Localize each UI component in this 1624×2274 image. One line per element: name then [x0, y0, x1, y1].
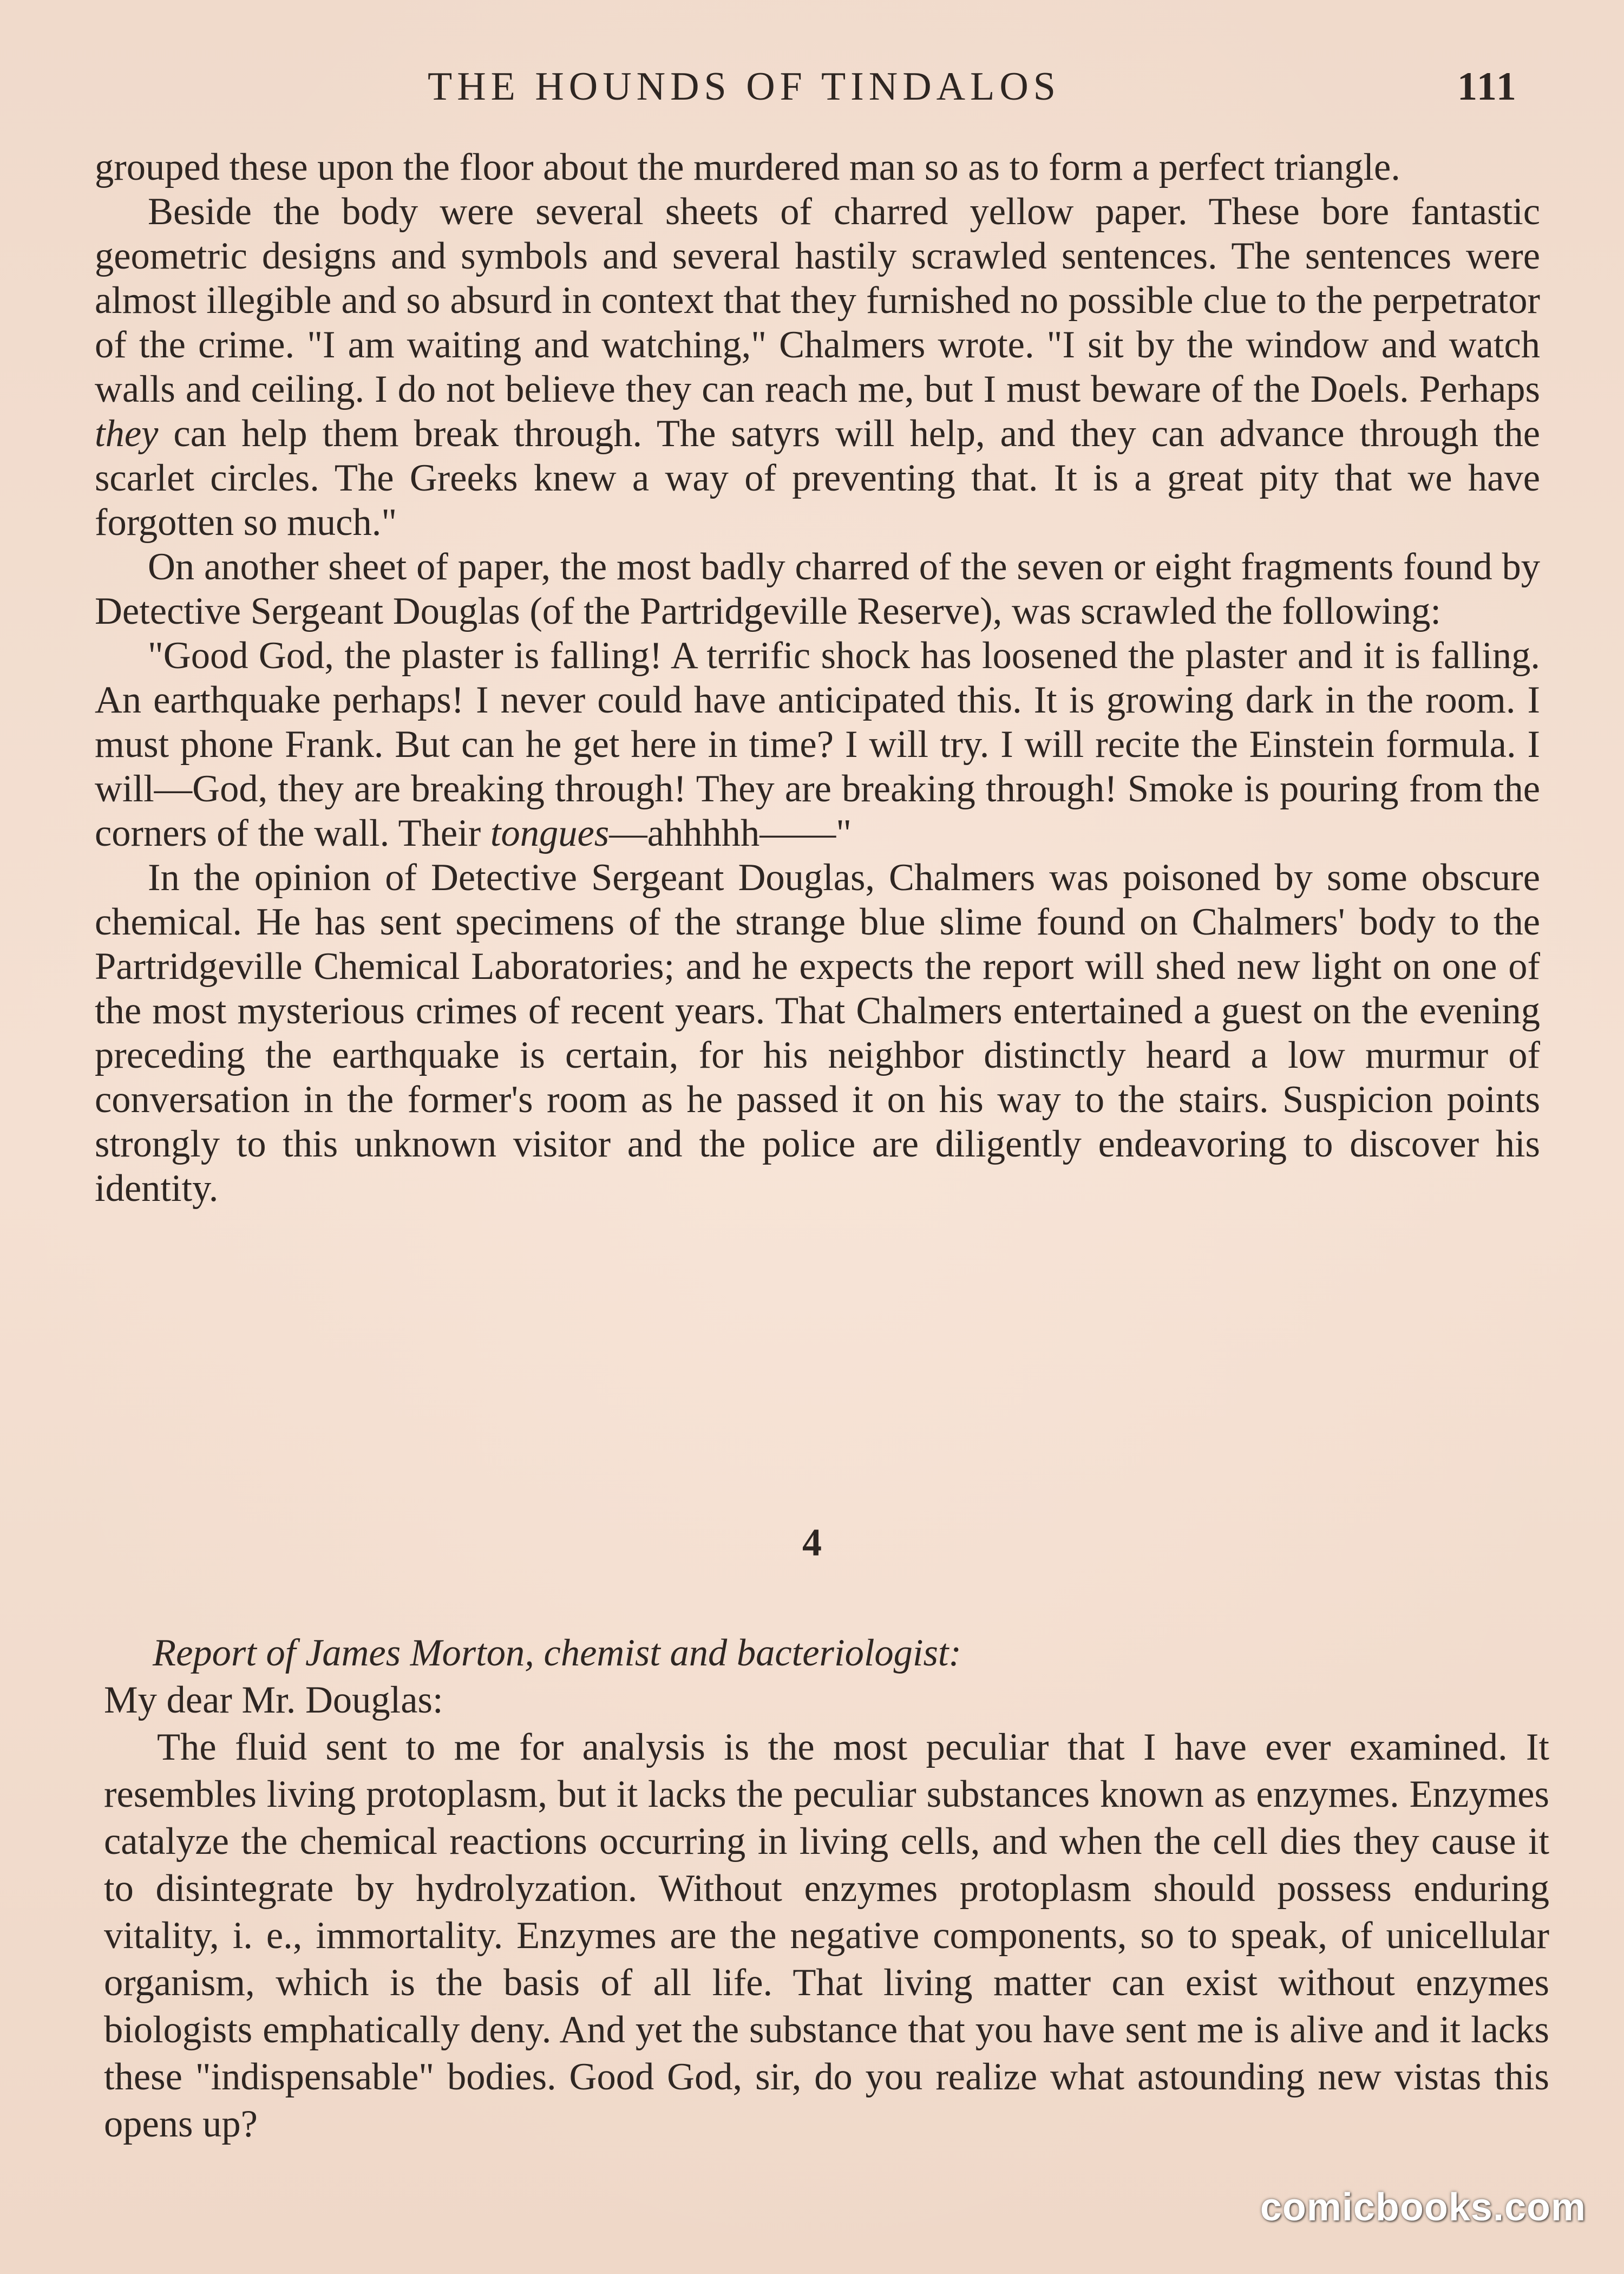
page-number: 111: [1457, 64, 1518, 109]
body-paragraph: [95, 633, 1540, 855]
text-run: "Good God, the plaster is falling! A terrific shock has loosened the plaster and it is falling. An earthquake perhaps! I never could have anticipated this. It is growing dark in the room. I must phone Frank. But can he get here in time? I will try. I will recite the Einstein formula. I will—God, they are breaking through! They are breaking through! Smoke is pouring from the corners of the wall. Their: [95, 635, 1540, 854]
body-paragraph: [95, 855, 1540, 1211]
letter-salutation: My dear Mr. Douglas:: [104, 1679, 443, 1721]
body-paragraph: [95, 545, 1540, 633]
report-heading: Report of James Morton, chemist and bacteriologist:: [153, 1632, 961, 1674]
watermark-logo: comicbooks.com: [1260, 2186, 1586, 2229]
text-run: —ahhhhh——": [609, 812, 852, 854]
letter-body: The fluid sent to me for analysis is the most peculiar that I have ever examined. It resembles living protoplasm, but it lacks the peculiar substances known as enzymes. Enzymes catalyze the chemical reactions occurring in living cells, and when the cell dies they cause it to disintegrate by hydrolyzation. Without enzymes protoplasm should possess enduring vitality, i. e., immortality. Enzymes are the negative components, so to speak, of unicellular organism, which is the basis of all life. That living matter can exist without enzymes biologists emphatically deny. And yet the substance that you have sent me is alive and it lacks these "indispensable" bodies. Good God, sir, do you realize what astounding new vistas this opens up?: [104, 1726, 1549, 2145]
body-paragraph: [95, 145, 1540, 190]
text-run: can help them break through. The satyrs will help, and they can advance through the scarlet circles. The Greeks knew a way of preventing that. It is a great pity that we have forgotten so much.": [95, 413, 1540, 544]
text-run: Beside the body were several sheets of charred yellow paper. These bore fantastic geometric designs and symbols and several hastily scrawled sentences. The sentences were almost illegible and so absurd in context that they furnished no possible clue to the perpetrator of the crime. "I am waiting and watching," Chalmers wrote. "I sit by the window and watch walls and ceiling. I do not believe they can reach me, but I must beware of the Doels. Perhaps: [95, 191, 1540, 410]
text-run: On another sheet of paper, the most badly charred of the seven or eight fragments found by Detective Sergeant Douglas (of the Partridgeville Reserve), was scrawled the following:: [95, 546, 1540, 632]
italic-text: tongues: [490, 812, 610, 854]
running-title: THE HOUNDS OF TINDALOS: [428, 64, 1060, 109]
body-text: [95, 145, 1540, 1211]
text-run: grouped these upon the floor about the murdered man so as to form a perfect triangle.: [95, 146, 1400, 188]
text-run: In the opinion of Detective Sergeant Douglas, Chalmers was poisoned by some obscure chemical. He has sent specimens of the strange blue slime found on Chalmers' body to the Partridgeville Chemical Laboratories; and he expects the report will shed new light on one of the most mysterious crimes of recent years. That Chalmers entertained a guest on the evening preceding the earthquake is certain, for his neighbor distinctly heard a low murmur of conversation in the former's room as he passed it on his way to the stairs. Suspicion points strongly to this unknown visitor and the police are diligently endeavoring to discover his identity.: [95, 857, 1540, 1210]
section-number: 4: [802, 1521, 822, 1564]
report-letter: [104, 1630, 1549, 2148]
body-paragraph: [95, 190, 1540, 545]
italic-text: they: [95, 413, 159, 455]
running-header: [0, 64, 1624, 123]
